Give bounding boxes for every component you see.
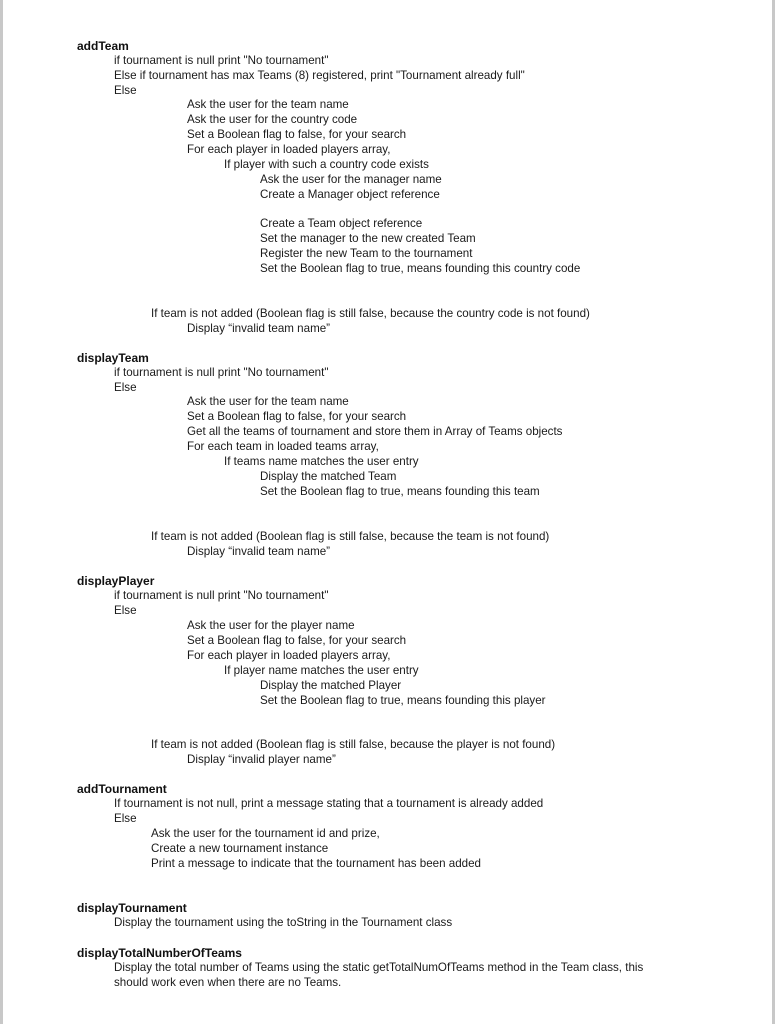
- text-line: Set a Boolean flag to false, for your search: [187, 634, 407, 647]
- text-line: For each team in loaded teams array,: [187, 440, 379, 453]
- section-heading-displaytournament: displayTournament: [77, 901, 187, 915]
- text-line: Print a message to indicate that the tournament has been added: [151, 857, 481, 870]
- text-line: For each player in loaded players array,: [187, 649, 391, 662]
- text-line: If team is not added (Boolean flag is still false, because the team is not found): [151, 530, 550, 543]
- text-line: should work even when there are no Teams.: [114, 976, 342, 989]
- text-line: Set a Boolean flag to false, for your search: [187, 410, 407, 423]
- text-line: Display the matched Player: [260, 679, 402, 692]
- text-line: If team is not added (Boolean flag is still false, because the player is not found): [151, 738, 556, 751]
- section-heading-addtournament: addTournament: [77, 782, 167, 796]
- text-line: Set the Boolean flag to true, means founding this player: [260, 694, 546, 707]
- text-line: Set a Boolean flag to false, for your search: [187, 128, 407, 141]
- text-line: Else if tournament has max Teams (8) registered, print "Tournament already full": [114, 69, 525, 82]
- text-line: Else: [114, 604, 137, 617]
- text-line: Set the Boolean flag to true, means founding this country code: [260, 262, 581, 275]
- text-line: Ask the user for the player name: [187, 619, 355, 632]
- text-line: Ask the user for the manager name: [260, 173, 442, 186]
- text-line: Create a Manager object reference: [260, 188, 440, 201]
- text-line: If player name matches the user entry: [224, 664, 419, 677]
- section-heading-addteam: addTeam: [77, 39, 129, 53]
- text-line: Display the matched Team: [260, 470, 397, 483]
- section-heading-displaytotalnumberofteams: displayTotalNumberOfTeams: [77, 946, 242, 960]
- text-line: Display the tournament using the toString in the Tournament class: [114, 916, 453, 929]
- text-line: Ask the user for the tournament id and prize,: [151, 827, 380, 840]
- section-heading-displayteam: displayTeam: [77, 351, 149, 365]
- text-line: Else: [114, 812, 137, 825]
- text-line: Display “invalid player name”: [187, 753, 336, 766]
- text-line: Else: [114, 84, 137, 97]
- text-line: If player with such a country code exists: [224, 158, 429, 171]
- text-line: Get all the teams of tournament and store them in Array of Teams objects: [187, 425, 563, 438]
- text-line: If team is not added (Boolean flag is still false, because the country code is not found): [151, 307, 590, 320]
- text-line: For each player in loaded players array,: [187, 143, 391, 156]
- text-line: Set the Boolean flag to true, means founding this team: [260, 485, 540, 498]
- text-line: Ask the user for the country code: [187, 113, 358, 126]
- text-line: Register the new Team to the tournament: [260, 247, 473, 260]
- text-line: Ask the user for the team name: [187, 98, 349, 111]
- text-line: Else: [114, 381, 137, 394]
- text-line: if tournament is null print "No tournament": [114, 589, 329, 602]
- text-line: Display “invalid team name”: [187, 545, 331, 558]
- text-line: if tournament is null print "No tournament": [114, 366, 329, 379]
- document-page: [3, 0, 772, 1024]
- text-line: if tournament is null print "No tournament": [114, 54, 329, 67]
- text-line: Ask the user for the team name: [187, 395, 349, 408]
- text-line: If teams name matches the user entry: [224, 455, 419, 468]
- text-line: Create a Team object reference: [260, 217, 423, 230]
- text-line: Display the total number of Teams using the static getTotalNumOfTeams method in the Team class, this: [114, 961, 644, 974]
- text-line: Create a new tournament instance: [151, 842, 329, 855]
- text-line: Set the manager to the new created Team: [260, 232, 476, 245]
- text-line: If tournament is not null, print a message stating that a tournament is already added: [114, 797, 544, 810]
- section-heading-displayplayer: displayPlayer: [77, 574, 155, 588]
- text-line: Display “invalid team name”: [187, 322, 331, 335]
